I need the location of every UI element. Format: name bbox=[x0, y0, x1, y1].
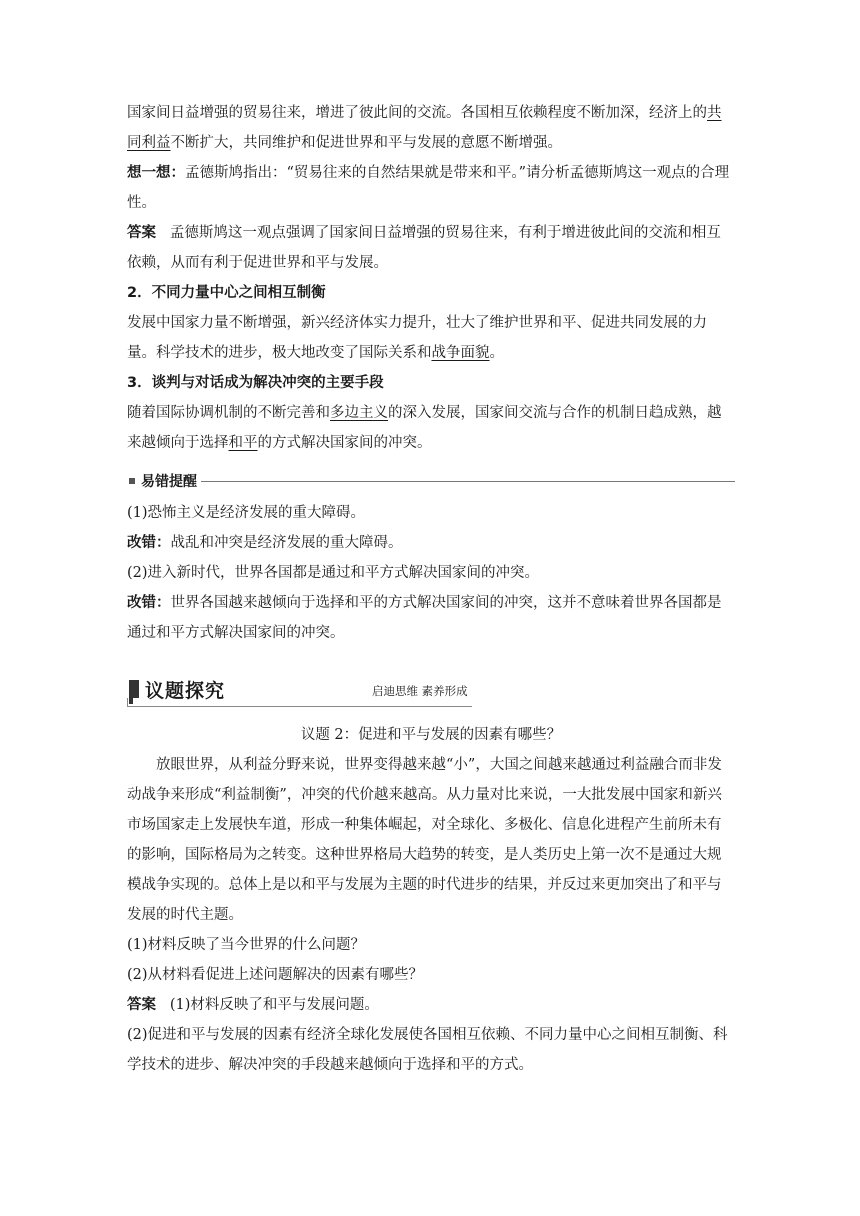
section-marker-icon bbox=[129, 680, 139, 698]
paragraph-trade bbox=[127, 98, 735, 158]
answer-block-1 bbox=[127, 218, 735, 278]
paragraph-trade-line2: 不断扩大，共同维护和促进世界和平与发展的意愿不断增强。 bbox=[170, 135, 562, 151]
topic-question-2: (2)从材料看促进上述问题解决的因素有哪些？ bbox=[127, 967, 424, 983]
tip-fix-1-label: 改错： bbox=[127, 535, 171, 551]
paragraph-negotiation-text2: 的深入发展，国家间交流与合作的机制日趋成熟，越来越倾向于选择 bbox=[127, 405, 722, 451]
underlined-term-peace: 和平 bbox=[228, 435, 258, 451]
paragraph-negotiation-text3: 的方式解决国家间的冲突。 bbox=[257, 435, 432, 451]
topic-question-1: (1)材料反映了当今世界的什么问题？ bbox=[127, 937, 366, 953]
tip-header bbox=[127, 468, 735, 494]
topic-answer-1-text: (1)材料反映了和平与发展问题。 bbox=[169, 997, 379, 1013]
tip-divider bbox=[201, 481, 735, 482]
section-title: 议题探究 bbox=[145, 680, 226, 702]
section-marker-tail-icon bbox=[129, 698, 133, 704]
section-header bbox=[127, 676, 735, 706]
paragraph-negotiation bbox=[127, 398, 735, 458]
topic-answer-label: 答案 bbox=[127, 997, 156, 1013]
answer-text: 孟德斯鸠这一观点强调了国家间日益增强的贸易往来，有利于增进彼此间的交流和相互依赖，从而有利于促进世界和平与发展。 bbox=[127, 225, 721, 271]
think-label: 想一想： bbox=[127, 165, 185, 181]
think-text: 孟德斯鸠指出：“贸易往来的自然结果就是带来和平。”请分析孟德斯鸠这一观点的合理性。 bbox=[127, 165, 730, 211]
tip-fix-2-label: 改错： bbox=[127, 595, 171, 611]
tip-fix-1-text: 战乱和冲突是经济发展的重大障碍。 bbox=[170, 535, 403, 551]
page-content bbox=[127, 98, 735, 1080]
tip-fix-2-text: 世界各国越来越倾向于选择和平的方式解决国家间的冲突，这并不意味着世界各国都是通过和平方式解决国家间的冲突。 bbox=[127, 595, 722, 641]
section-underline bbox=[127, 706, 472, 707]
tip-square-icon bbox=[129, 478, 135, 484]
underlined-term-common-interest: 共同利益 bbox=[127, 105, 722, 151]
section-underline-tick bbox=[127, 698, 128, 706]
heading-3: 3．谈判与对话成为解决冲突的主要手段 bbox=[127, 375, 384, 391]
tip-item-1: (1)恐怖主义是经济发展的重大障碍。 bbox=[127, 505, 366, 521]
paragraph-power-text2: 。 bbox=[489, 345, 504, 361]
tip-fix-2 bbox=[127, 588, 735, 648]
heading-2: 2．不同力量中心之间相互制衡 bbox=[127, 285, 326, 301]
topic-material: 放眼世界，从利益分野来说，世界变得越来越“小”，大国之间越来越通过利益融合而非发动战争来形成“利益制衡”，冲突的代价越来越高。从力量对比来说，一大批发展中国家和新兴市场国家走上发展快车道，形成一种集体崛起，对全球化、多极化、信息化进程产生前所未有的影响，国际格局为之转变。这种世界格局大趋势的转变，是人类历史上第一次不是通过大规模战争实现的。总体上是以和平与发展为主题的时代进步的结果，并反过来更加突出了和平与发展的时代主题。 bbox=[127, 757, 722, 923]
tip-item-2: (2)进入新时代，世界各国都是通过和平方式解决国家间的冲突。 bbox=[127, 565, 540, 581]
paragraph-negotiation-text1: 随着国际协调机制的不断完善和 bbox=[127, 405, 330, 421]
tip-fix-1 bbox=[127, 528, 735, 558]
topic-answer-1 bbox=[127, 990, 735, 1020]
topic-answer-2: (2)促进和平与发展的因素有经济全球化发展使各国相互依赖、不同力量中心之间相互制衡、科学技术的进步、解决冲突的手段越来越倾向于选择和平的方式。 bbox=[127, 1027, 728, 1073]
topic-title: 议题 2：促进和平与发展的因素有哪些？ bbox=[300, 727, 562, 743]
paragraph-power-text1: 发展中国家力量不断增强，新兴经济体实力提升，壮大了维护世界和平、促进共同发展的力量。科学技术的进步，极大地改变了国际关系和 bbox=[127, 315, 707, 361]
tip-label: 易错提醒 bbox=[141, 474, 197, 490]
paragraph-trade-line1: 国家间日益增强的贸易往来，增进了彼此间的交流。各国相互依赖程度不断加深，经济上的 bbox=[127, 105, 707, 121]
underlined-term-war-face: 战争面貌 bbox=[431, 345, 490, 361]
underlined-term-multilateralism: 多边主义 bbox=[330, 405, 388, 421]
paragraph-power bbox=[127, 308, 735, 368]
section-subtitle: 启迪思维 素养形成 bbox=[372, 684, 468, 698]
think-question bbox=[127, 158, 735, 218]
answer-label: 答案 bbox=[127, 225, 156, 241]
